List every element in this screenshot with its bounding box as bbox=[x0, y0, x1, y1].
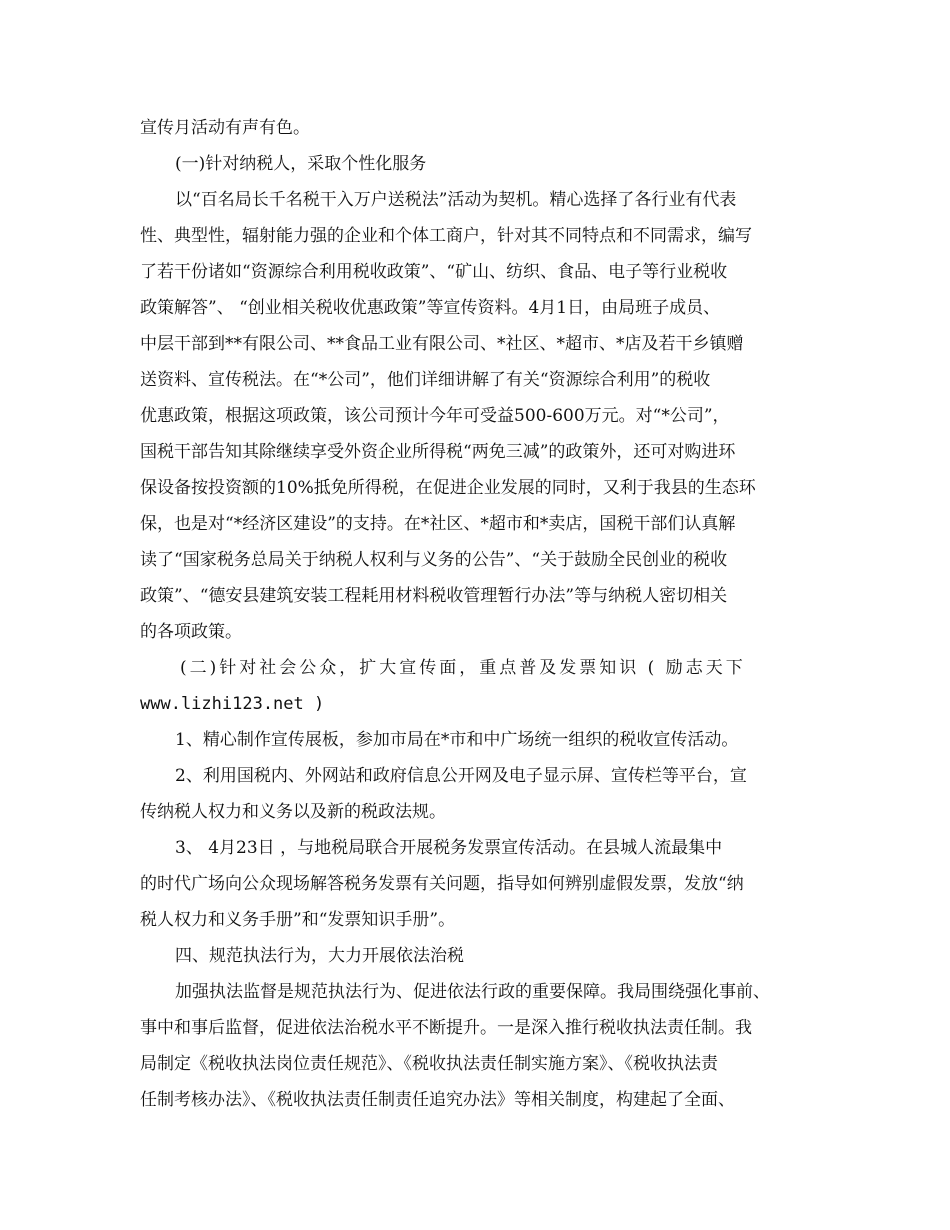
paragraph-line: 保，也是对“*经济区建设”的支持。在*社区、*超市和*卖店，国税干部们认真解 bbox=[140, 514, 736, 534]
section-heading: (二)针对社会公众，扩大宣传面，重点普及发票知识 ( 励志天下 bbox=[180, 658, 746, 678]
paragraph-line: 送资料、宣传税法。在“*公司”，他们详细讲解了有关“资源综合利用”的税收 bbox=[140, 370, 711, 390]
paragraph-line: 加强执法监督是规范执法行为、促进依法行政的重要保障。我局围绕强化事前、 bbox=[175, 982, 770, 1002]
paragraph-line: 的时代广场向公众现场解答税务发票有关问题，指导如何辨别虚假发票，发放“纳 bbox=[140, 874, 744, 894]
paragraph-line: 以“百名局长千名税干入万户送税法”活动为契机。精心选择了各行业有代表 bbox=[175, 190, 737, 210]
list-item: 2、利用国税内、外网站和政府信息公开网及电子显示屏、宣传栏等平台，宣 bbox=[175, 766, 747, 786]
list-item: 1、精心制作宣传展板，参加市局在*市和中广场统一组织的税收宣传活动。 bbox=[175, 730, 739, 750]
paragraph-line: 了若干份诸如“资源综合利用税收政策”、“矿山、纺织、食品、电子等行业税收 bbox=[140, 262, 728, 282]
paragraph-line: 保设备按投资额的10%抵免所得税，在促进企业发展的同时，又利于我县的生态环 bbox=[140, 478, 756, 498]
paragraph-line: 国税干部告知其除继续享受外资企业所得税“两免三减”的政策外，还可对购进环 bbox=[140, 442, 736, 462]
paragraph-line: 局制定《税收执法岗位责任规范》、《税收执法责任制实施方案》、《税收执法责 bbox=[140, 1054, 718, 1074]
paragraph-line: 政策解答”、 “创业相关税收优惠政策”等宣传资料。4月1日，由局班子成员、 bbox=[140, 298, 721, 318]
paragraph-line: 税人权力和义务手册”和“发票知识手册”。 bbox=[140, 910, 456, 930]
section-heading: (一)针对纳税人，采取个性化服务 bbox=[175, 154, 427, 174]
paragraph-line: 的各项政策。 bbox=[140, 622, 242, 642]
paragraph-line: 优惠政策，根据这项政策，该公司预计今年可受益500-600万元。对“*公司”， bbox=[140, 406, 730, 426]
paragraph-line: 性、典型性，辐射能力强的企业和个体工商户，针对其不同特点和不同需求，编写 bbox=[140, 226, 752, 246]
paragraph-line: 事中和事后监督，促进依法治税水平不断提升。一是深入推行税收执法责任制。我 bbox=[140, 1018, 752, 1038]
website-link-text: www.lizhi123.net ) bbox=[140, 694, 325, 714]
paragraph-line: 任制考核办法》、《税收执法责任制责任追究办法》等相关制度，构建起了全面、 bbox=[140, 1090, 735, 1110]
paragraph-line: 中层干部到**有限公司、**食品工业有限公司、*社区、*超市、*店及若干乡镇赠 bbox=[140, 334, 744, 354]
paragraph-line: 政策”、“德安县建筑安装工程耗用材料税收管理暂行办法”等与纳税人密切相关 bbox=[140, 586, 728, 606]
paragraph-line: 宣传月活动有声有色。 bbox=[140, 118, 310, 138]
section-heading: 四、规范执法行为，大力开展依法治税 bbox=[175, 946, 464, 966]
list-item: 3、 4月23日 ，与地税局联合开展税务发票宣传活动。在县城人流最集中 bbox=[175, 838, 723, 858]
paragraph-line: 读了“国家税务总局关于纳税人权利与义务的公告”、“关于鼓励全民创业的税收 bbox=[140, 550, 728, 570]
paragraph-line: 传纳税人权力和义务以及新的税政法规。 bbox=[140, 802, 446, 822]
